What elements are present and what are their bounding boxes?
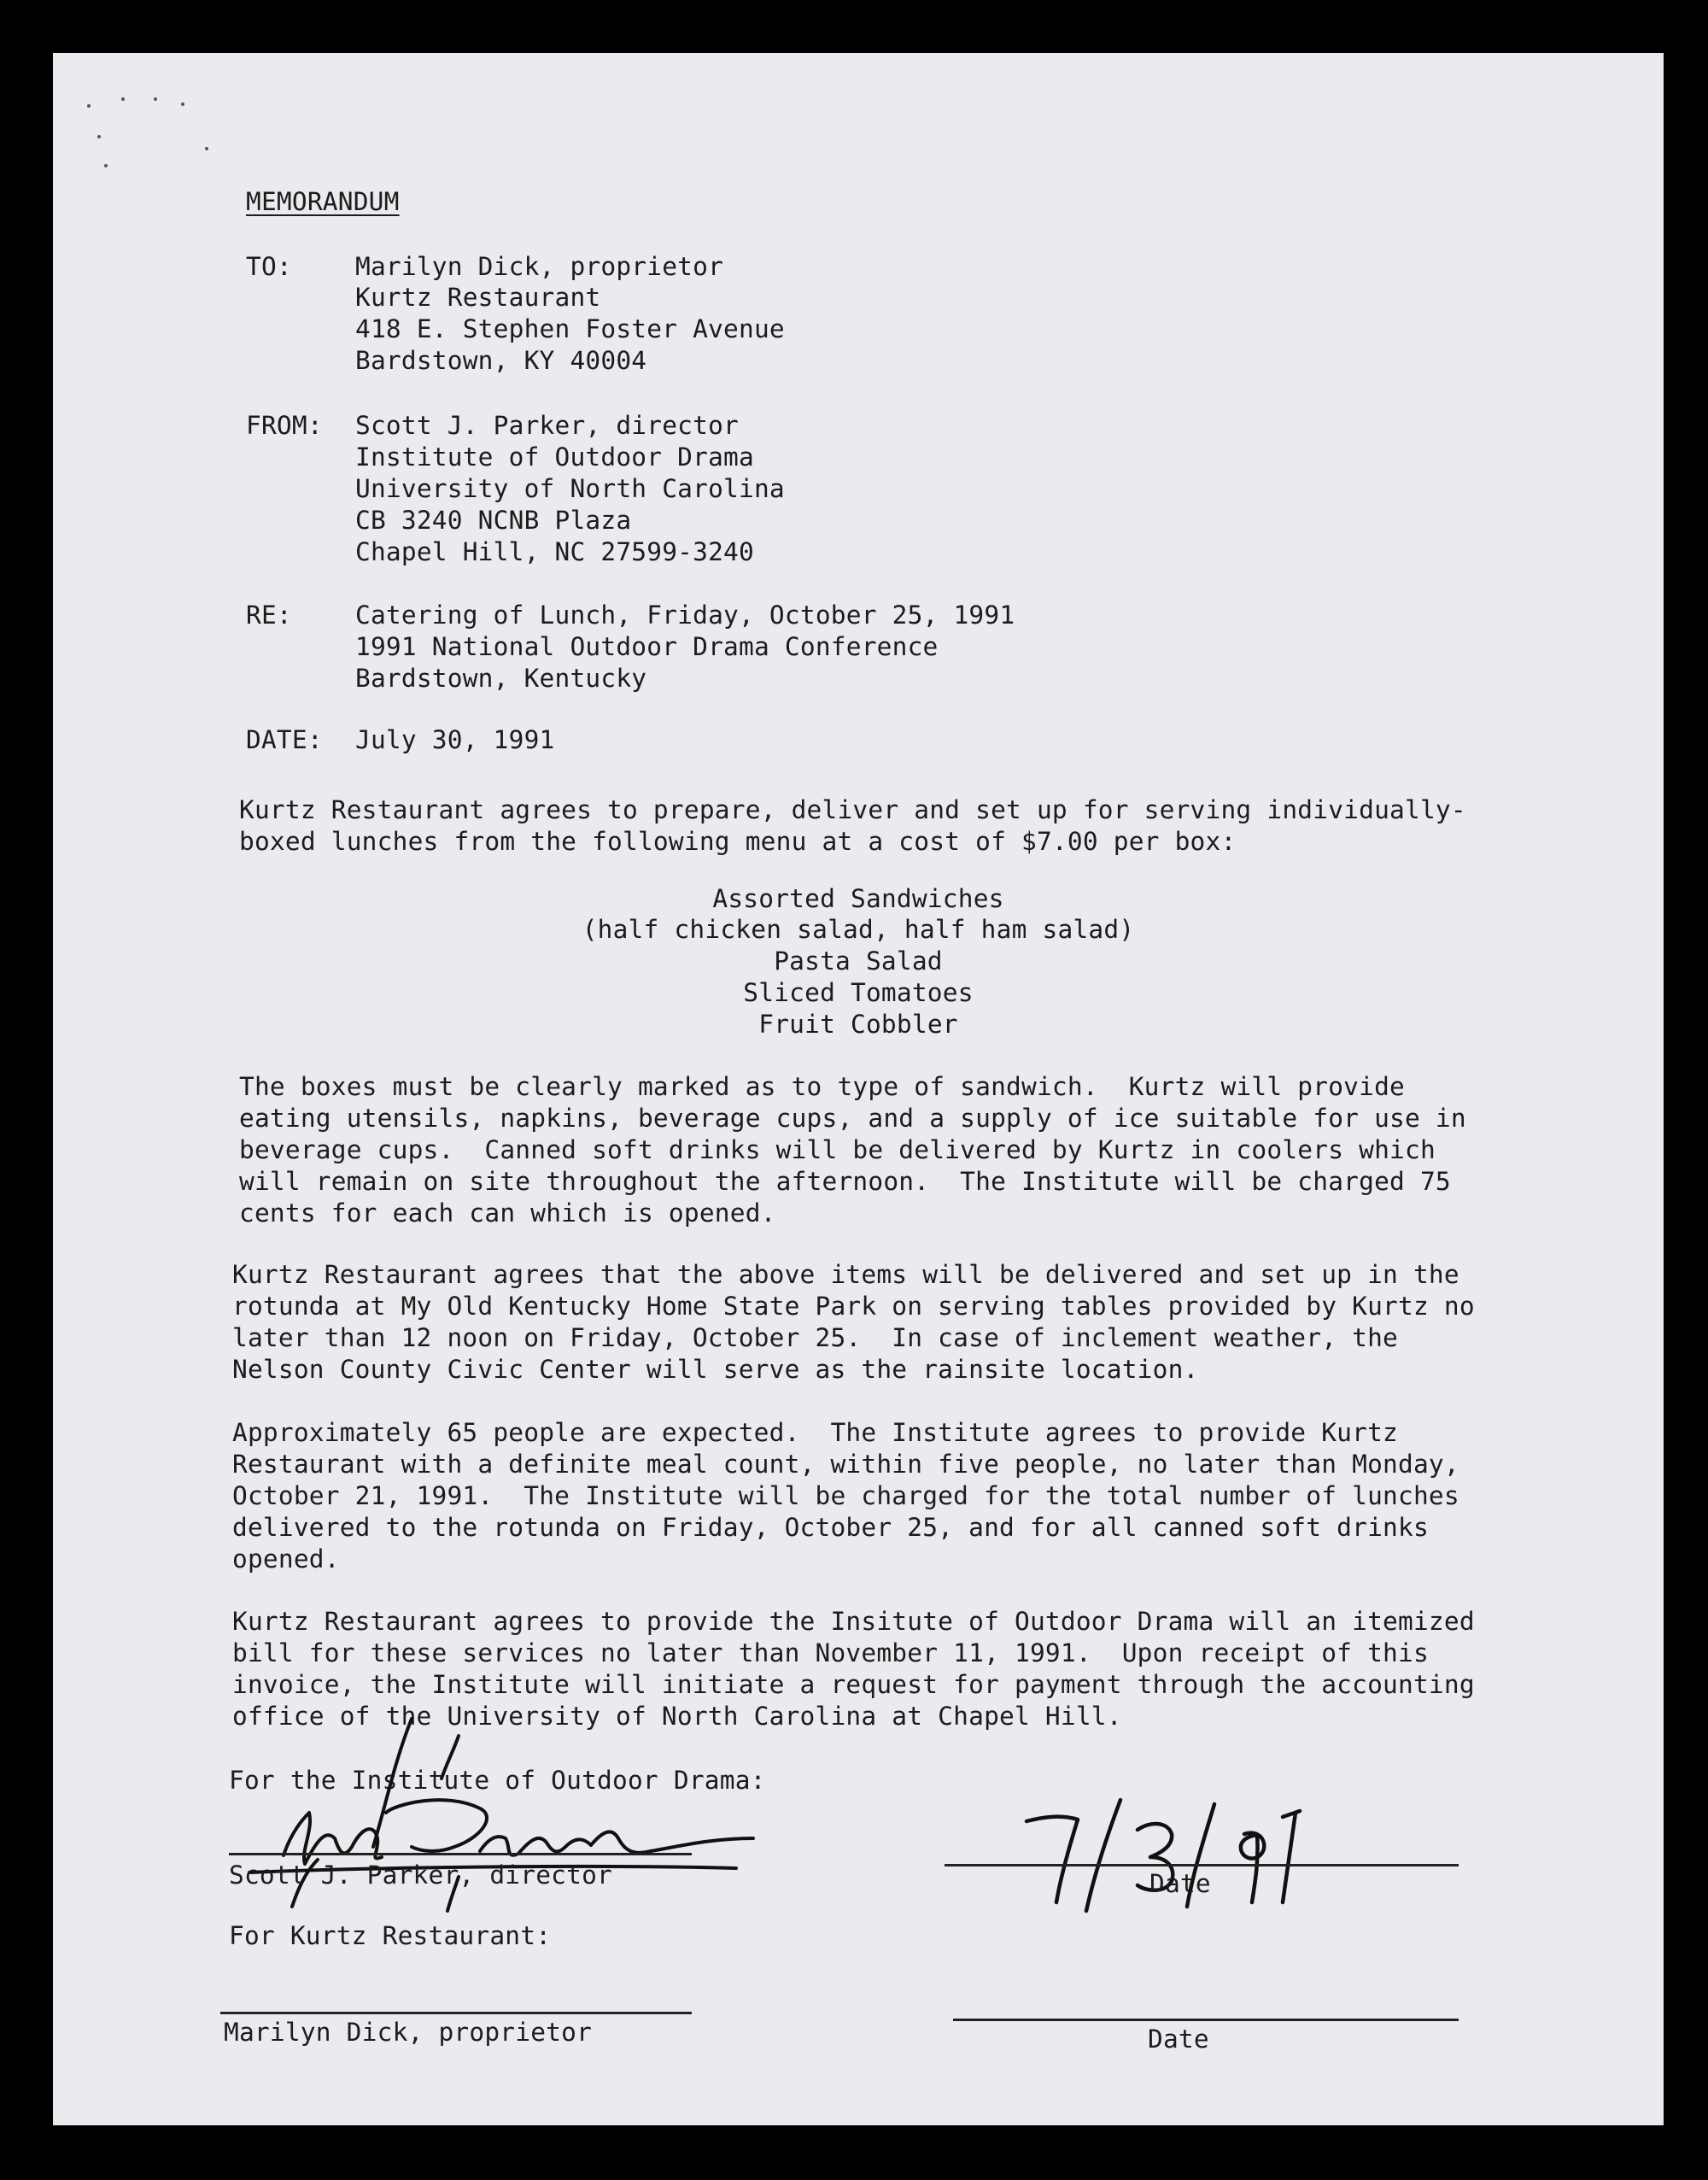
menu-item: (half chicken salad, half ham salad) <box>582 915 1135 944</box>
memo-heading: MEMORANDUM <box>246 187 400 216</box>
handwritten-signature <box>224 1710 770 1932</box>
body-line: October 21, 1991. The Institute will be charged for the total number of lunches <box>232 1481 1459 1510</box>
body-line: office of the University of North Carolina at Chapel Hill. <box>232 1702 1122 1731</box>
signature-line <box>220 2012 692 2014</box>
to-label: TO: <box>246 252 292 281</box>
to-line: Marilyn Dick, proprietor <box>355 252 724 281</box>
from-line: CB 3240 NCNB Plaza <box>355 506 632 535</box>
body-line: beverage cups. Canned soft drinks will be delivered by Kurtz in coolers which <box>239 1135 1436 1164</box>
body-line: boxed lunches from the following menu at a cost of $7.00 per box: <box>239 827 1237 856</box>
body-line: Kurtz Restaurant agrees that the above items will be delivered and set up in the <box>232 1260 1459 1289</box>
body-line: The boxes must be clearly marked as to type of sandwich. Kurtz will provide <box>239 1072 1405 1101</box>
to-line: 418 E. Stephen Foster Avenue <box>355 314 785 343</box>
to-line: Kurtz Restaurant <box>355 283 601 312</box>
re-label: RE: <box>246 601 292 630</box>
scan-speck <box>205 147 208 150</box>
body-line: Kurtz Restaurant agrees to prepare, deliver and set up for serving individually- <box>239 795 1466 824</box>
date-line <box>945 1864 1459 1866</box>
re-line: Bardstown, Kentucky <box>355 664 647 693</box>
from-line: Scott J. Parker, director <box>355 411 740 440</box>
institute-signer: Scott J. Parker, director <box>229 1861 613 1890</box>
institute-caption: For the Institute of Outdoor Drama: <box>229 1766 766 1795</box>
signature-line <box>229 1853 692 1855</box>
from-line: Chapel Hill, NC 27599-3240 <box>355 537 754 566</box>
body-line: rotunda at My Old Kentucky Home State Park on serving tables provided by Kurtz no <box>232 1292 1475 1321</box>
body-line: Approximately 65 people are expected. The Institute agrees to provide Kurtz <box>232 1418 1398 1447</box>
body-line: Nelson County Civic Center will serve as the rainsite location. <box>232 1355 1199 1384</box>
body-line: eating utensils, napkins, beverage cups, and a supply of ice suitable for use in <box>239 1104 1466 1133</box>
scan-speck <box>121 97 125 101</box>
kurtz-caption: For Kurtz Restaurant: <box>229 1921 552 1950</box>
scan-speck <box>154 97 157 101</box>
body-line: Restaurant with a definite meal count, within five people, no later than Monday, <box>232 1450 1459 1479</box>
date-label-1: Date <box>1149 1869 1211 1898</box>
scan-speck <box>87 104 91 108</box>
body-line: cents for each can which is opened. <box>239 1198 776 1228</box>
body-line: bill for these services no later than November 11, 1991. Upon receipt of this <box>232 1638 1429 1667</box>
body-line: opened. <box>232 1544 340 1573</box>
from-label: FROM: <box>246 411 323 440</box>
menu-item: Sliced Tomatoes <box>743 978 974 1007</box>
body-line: Kurtz Restaurant agrees to provide the Insitute of Outdoor Drama will an itemized <box>232 1607 1475 1636</box>
kurtz-signer: Marilyn Dick, proprietor <box>224 2018 593 2047</box>
date-label: DATE: <box>246 725 323 754</box>
to-line: Bardstown, KY 40004 <box>355 346 647 375</box>
scan-speck <box>104 164 108 167</box>
from-line: University of North Carolina <box>355 474 785 503</box>
menu-item: Fruit Cobbler <box>758 1010 958 1039</box>
scan-speck <box>97 135 101 138</box>
date-value: July 30, 1991 <box>355 725 555 754</box>
re-line: Catering of Lunch, Friday, October 25, 1991 <box>355 601 1015 630</box>
re-line: 1991 National Outdoor Drama Conference <box>355 632 939 661</box>
date-line <box>953 2019 1459 2021</box>
menu-item: Assorted Sandwiches <box>712 884 1004 913</box>
body-line: delivered to the rotunda on Friday, October 25, and for all canned soft drinks <box>232 1513 1429 1542</box>
menu-item: Pasta Salad <box>774 946 943 976</box>
document-page <box>53 53 1664 2125</box>
from-line: Institute of Outdoor Drama <box>355 442 754 472</box>
body-line: invoice, the Institute will initiate a request for payment through the accounting <box>232 1670 1475 1699</box>
scan-speck <box>181 103 184 106</box>
body-line: will remain on site throughout the afternoon. The Institute will be charged 75 <box>239 1167 1451 1196</box>
date-label-2: Date <box>1148 2025 1209 2054</box>
body-line: later than 12 noon on Friday, October 25. In case of inclement weather, the <box>232 1323 1398 1352</box>
